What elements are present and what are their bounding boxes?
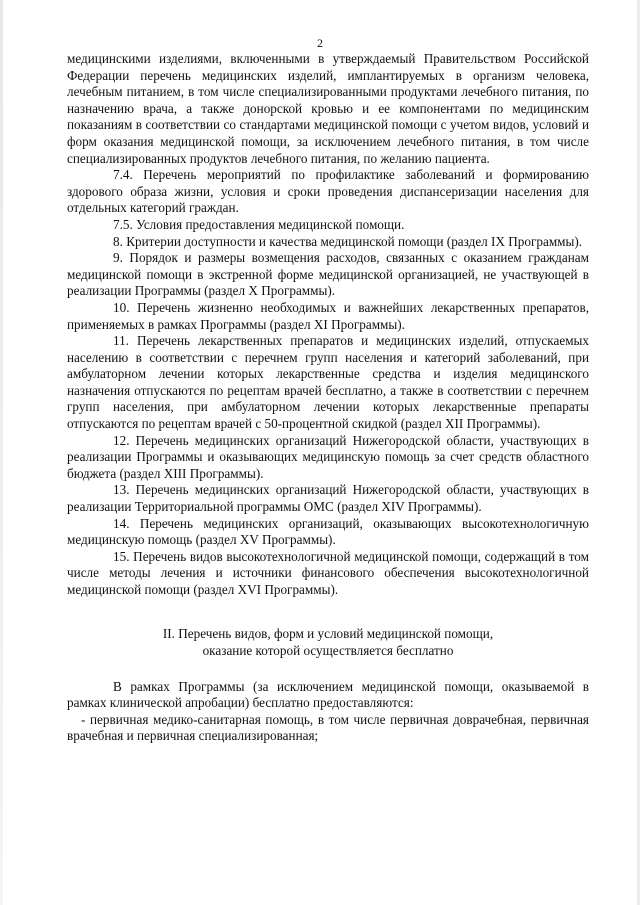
- list-item-11: 11. Перечень лекарственных препаратов и медицинских изделий, отпускаемых населению в соответствии с перечнем групп населения и категорий заболеваний, при амбулаторном лечении которых лекарственные средства и изделия медицинского назначения отпускаются по рецептам врачей бесплатно, а также в соответствии с перечнем групп населения, при амбулаторном лечении которых лекарственные препараты отпускаются по рецептам врачей с 50-процентной скидкой (раздел XII Программы).: [67, 333, 589, 432]
- section-heading: [67, 625, 589, 659]
- list-item-7-4: 7.4. Перечень мероприятий по профилактике заболеваний и формированию здорового образа жизни, условия и сроки проведения диспансеризации населения для отдельных категорий граждан.: [67, 167, 589, 216]
- intro-paragraph: В рамках Программы (за исключением медицинской помощи, оказываемой в рамках клинической апробации) бесплатно предоставляются:: [67, 678, 589, 711]
- document-body: [67, 51, 589, 745]
- list-item-10: 10. Перечень жизненно необходимых и важнейших лекарственных препаратов, применяемых в рамках Программы (раздел XI Программы).: [67, 299, 589, 332]
- scan-edge-left: [0, 0, 3, 905]
- list-item-14: 14. Перечень медицинских организаций, оказывающих высокотехнологичную медицинскую помощь (раздел XV Программы).: [67, 515, 589, 548]
- list-item-15: 15. Перечень видов высокотехнологичной медицинской помощи, содержащий в том числе методы лечения и источники финансового обеспечения высокотехнологичной медицинской помощи (раздел XVI Программы).: [67, 548, 589, 597]
- section-heading-line-2: оказание которой осуществляется бесплатно: [202, 642, 454, 658]
- bullet-item: - первичная медико-санитарная помощь, в том числе первичная доврачебная, первичная врачебная и первичная специализированная;: [67, 711, 589, 744]
- list-item-8: 8. Критерии доступности и качества медицинской помощи (раздел IX Программы).: [113, 233, 583, 249]
- list-item-9: 9. Порядок и размеры возмещения расходов, связанных с оказанием гражданам медицинской помощи в экстренной форме медицинской организацией, не участвующей в реализации Программы (раздел X Программы).: [67, 250, 589, 299]
- page-number: 2: [317, 36, 323, 50]
- list-item-12: 12. Перечень медицинских организаций Нижегородской области, участвующих в реализации Программы и оказывающих медицинскую помощь за счет средств областного бюджета (раздел XIII Программы).: [67, 432, 589, 481]
- continuation-paragraph: медицинскими изделиями, включенными в утверждаемый Правительством Российской Федерации перечень медицинских изделий, имплантируемых в организм человека, лечебным питанием, в том числе специализированными продуктами лечебного питания, по назначению врача, а также донорской кровью и ее компонентами по медицинским показаниям в соответствии со стандартами медицинской помощи с учетом видов, условий и форм оказания медицинской помощи, за исключением лечебного питания, в том числе специализированных продуктов лечебного питания, по желанию пациента.: [67, 51, 589, 166]
- list-item-13: 13. Перечень медицинских организаций Нижегородской области, участвующих в реализации Территориальной программы ОМС (раздел XIV Программы).: [67, 482, 589, 515]
- list-item-7-5: 7.5. Условия предоставления медицинской помощи.: [113, 216, 405, 232]
- section-heading-line-1: II. Перечень видов, форм и условий медицинской помощи,: [162, 625, 494, 641]
